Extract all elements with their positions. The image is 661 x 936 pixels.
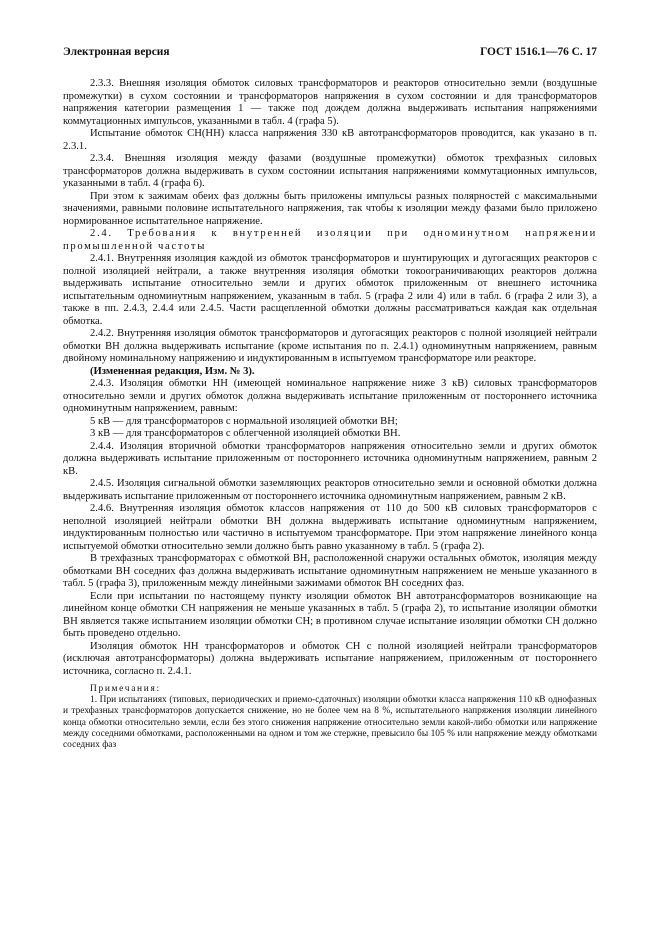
paragraph-three-phase: В трехфазных трансформаторах с обмоткой ВН, расположенной снаружи остальных обмоток, изоляция между обмотками ВН соседних фаз должна выдерживать испытание одноминутным напряжением не меньше указанного в табл. 5 (графа 3), приложенным между линейными зажимами обмоток ВН соседних фаз. bbox=[63, 553, 597, 589]
paragraph-2-4-1: 2.4.1. Внутренняя изоляция каждой из обмоток трансформаторов и шунтирующих и дугогасящих реакторов с полной изоляцией нейтрали, а также внутренняя изоляция обмотки токоограничивающих реакторов должна выдерживать испытание относительно земли и других обмоток приложенным от внешнего источника испытательным одноминутным напряжением, указанным в табл. 5 (графа 2 или 4) или в табл. 6 (графа 2 или 3), а также в пп. 2.4.3, 2.4.4 или 2.4.5. Части расщепленной обмотки должны рассматриваться каждая как отдельная обмотка. bbox=[63, 253, 597, 327]
header-standard-page: ГОСТ 1516.1—76 С. 17 bbox=[480, 46, 597, 58]
notes-section bbox=[63, 684, 597, 751]
amendment-note: (Измененная редакция, Изм. № 3). bbox=[90, 365, 255, 377]
document-body bbox=[63, 78, 597, 678]
paragraph-2-4-3: 2.4.3. Изоляция обмотки НН (имеющей номинальное напряжение ниже 3 кВ) силовых трансформаторов относительно земли и других обмоток должна выдерживать испытание приложенным от постороннего источника одноминутным напряжением, равным: bbox=[63, 378, 597, 414]
header-edition-label: Электронная версия bbox=[63, 46, 170, 58]
paragraph-nn-sn-insulation: Изоляция обмоток НН трансформаторов и обмоток СН с полной изоляцией нейтрали трансформаторов (исключая автотрансформаторы) должна выдерживать испытание напряжением, приложенным от постороннего источника, согласно п. 2.4.1. bbox=[63, 640, 597, 677]
paragraph-2-4-6: 2.4.6. Внутренняя изоляция обмоток классов напряжения от 110 до 500 кВ силовых трансформаторов с неполной изоляцией нейтрали обмотки ВН должна выдерживать испытание одноминутным напряжением, индуктированным полностью или частично в испытуемом трансформаторе. При этом напряжение линейного конца испытуемой обмотки относительно земли должно быть равно указанному в табл. 5 (графа 2). bbox=[63, 503, 597, 552]
paragraph-2-4-4: 2.4.4. Изоляция вторичной обмотки трансформаторов напряжения относительно земли и других обмоток должна выдерживать испытание приложенным от постороннего источника одноминутным напряжением, равным 2 кВ. bbox=[63, 440, 597, 477]
document-page bbox=[63, 45, 597, 751]
note-item-1: 1. При испытаниях (типовых, периодических и приемо-сдаточных) изоляции обмотки класса напряжения 110 кВ однофазных и трехфазных трансформаторов допускается снижение, но не более чем на 8 %, испытательного напряжения изоляции линейного конца обмотки относительно земли, если без этого снижения напряжение относительно земли какой-либо обмотки или напряжение между соседними обмотками, расположенными на одном и том же стержне, превысило бы 105 % или напряжение между обмотками соседних фаз bbox=[63, 695, 597, 751]
paragraph-2-4-2: 2.4.2. Внутренняя изоляция обмоток трансформаторов и дугогасящих реакторов с полной изоляцией нейтрали обмотки ВН должна выдерживать испытание (кроме испытания по п. 2.4.1) одноминутным напряжением, равным двойному номинальному напряжению и индуктированным в испытуемом трансформаторе или реакторе. bbox=[63, 328, 597, 364]
paragraph-phase-impulses: При этом к зажимам обеих фаз должны быть приложены импульсы разных полярностей с максимальными значениями, равными половине испытательного напряжения, так чтобы к изоляции между фазами было приложено нормированное испытательное напряжение. bbox=[63, 190, 597, 227]
list-item-3kv: 3 кВ — для трансформаторов с облегченной изоляцией обмотки ВН. bbox=[90, 428, 401, 439]
page-header bbox=[63, 45, 597, 59]
paragraph-2-3-3: 2.3.3. Внешняя изоляция обмоток силовых трансформаторов и реакторов относительно земли (воздушные промежутки) в сухом состоянии и трансформаторов напряжения в сухом состоянии и для трансформаторов напряжения категории размещения 1 — также под дождем должна выдерживать испытания напряжениями коммутационных импульсов, указанными в табл. 4 (графа 5). bbox=[63, 78, 597, 127]
notes-title: Примечания: bbox=[90, 684, 161, 694]
list-item-5kv: 5 кВ — для трансформаторов с нормальной изоляцией обмотки ВН; bbox=[90, 415, 398, 427]
paragraph-sn-test: Испытание обмоток СН(НН) класса напряжения 330 кВ автотрансформаторов проводится, как указано в п. 2.3.1. bbox=[63, 128, 597, 152]
paragraph-2-4-5: 2.4.5. Изоляция сигнальной обмотки заземляющих реакторов относительно земли и основной обмотки должна выдерживать испытание приложенным от постороннего источника одноминутным напряжением, равным 2 кВ. bbox=[63, 478, 597, 502]
paragraph-autotransformers: Если при испытании по настоящему пункту изоляции обмоток ВН автотрансформаторов возникающие на линейном конце обмотки СН напряжения не меньше указанных в табл. 5 (графа 2), то испытание изоляции обмотки ВН является также испытанием изоляции обмотки СН; в противном случае испытание изоляции обмотки СН должно быть проведено отдельно. bbox=[63, 590, 597, 639]
section-heading-2-4: 2.4. Требования к внутренней изоляции при одноминутном напряжении промышленной частоты bbox=[63, 228, 597, 252]
paragraph-2-3-4: 2.3.4. Внешняя изоляция между фазами (воздушные промежутки) обмоток трехфазных силовых трансформаторов должна выдерживать в сухом состоянии испытания напряжениями коммутационных импульсов, указанными в табл. 4 (графа 6). bbox=[63, 153, 597, 189]
